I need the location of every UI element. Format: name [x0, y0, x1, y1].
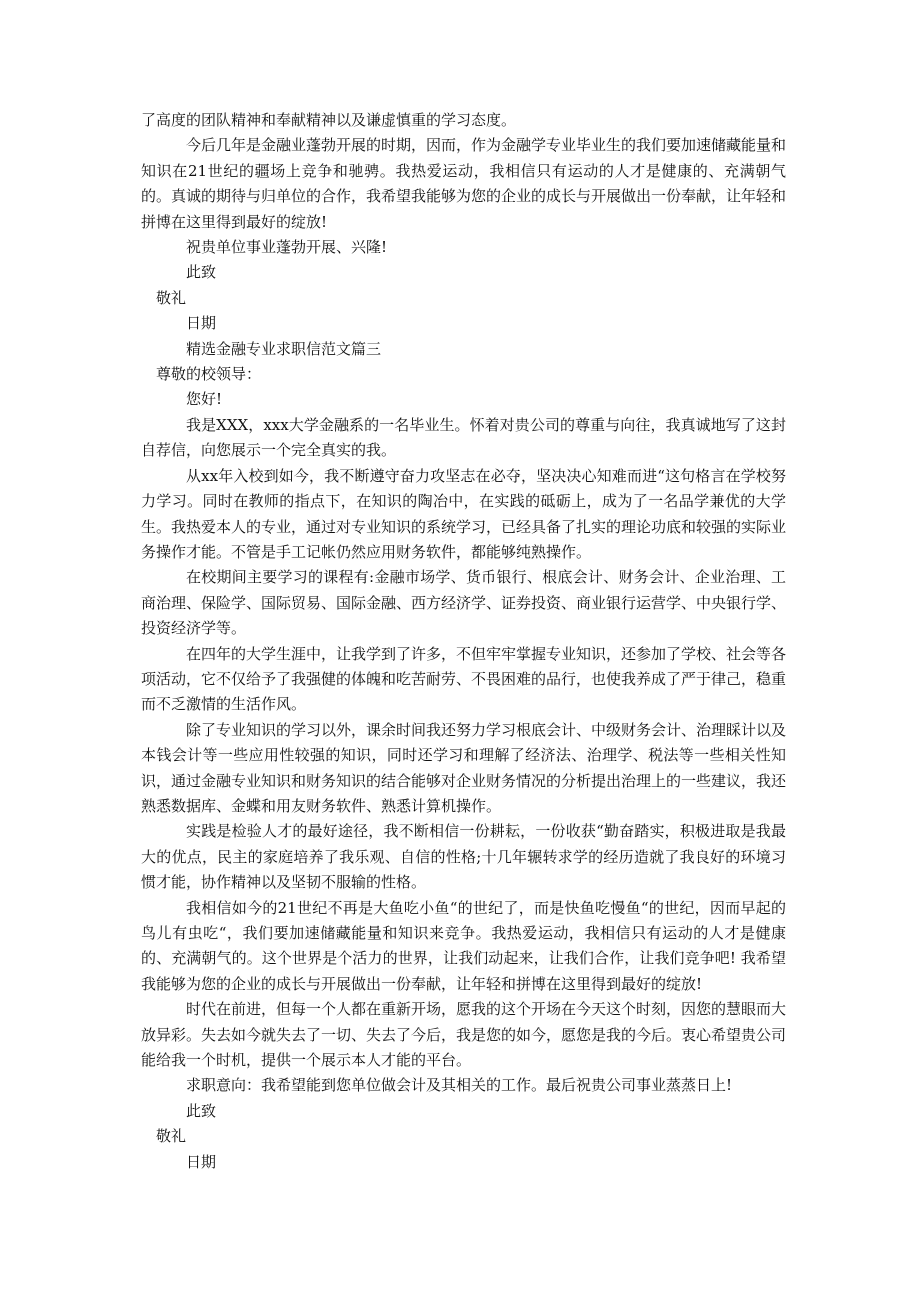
greeting: 您好! — [186, 390, 223, 409]
paragraph-extra-study: 除了专业知识的学习以外，课余时间我还努力学习根底会计、中级财务会计、治理睬计以及本钱会计等一些应用性较强的知识，同时还学习和理解了经济法、治理学、税法等一些相关性知识，通过金融专业知识和财务知识的结合能够对企业财务情况的分析提出治理上的一些建议，我还熟悉数据库、金蝶和用友财务软件、熟悉计算机操作。 — [141, 720, 787, 815]
closing-cizhi: 此致 — [186, 263, 217, 282]
paragraph-activities: 在四年的大学生涯中，让我学到了许多，不但牢牢掌握专业知识，还参加了学校、社会等各项活动，它不仅给予了我强健的体魄和吃苦耐劳、不畏困难的品行，也使我养成了严于律己，稳重而不乏激情的生活作风。 — [141, 644, 787, 714]
paragraph-times: 时代在前进，但每一个人都在重新开场，愿我的这个开场在今天这个时刻，因您的慧眼而大放异彩。失去如今就失去了一切、失去了今后，我是您的如今，愿您是我的今后。衷心希望贵公司能给我一个时机，提供一个展示本人才能的平台。 — [141, 1000, 787, 1070]
paragraph-continuation: 了高度的团队精神和奉献精神以及谦虚慎重的学习态度。 — [141, 111, 517, 129]
closing-jingli-2: 敬礼 — [156, 1127, 187, 1146]
paragraph-practice: 实践是检验人才的最好途径，我不断相信一份耕耘，一份收获“勤奋踏实，积极进取是我最大的优点，民主的家庭培养了我乐观、自信的性格;十几年辗转求学的经历造就了我良好的环境习惯才能，协作精神以及坚韧不服输的性格。 — [141, 822, 786, 892]
closing-jingli: 敬礼 — [156, 288, 187, 307]
paragraph-future: 今后几年是金融业蓬勃开展的时期，因而，作为金融学专业毕业生的我们要加速储藏能量和知识在21世纪的疆场上竞争和驰骋。我热爱运动，我相信只有运动的人才是健康的、充满朝气的。真诚的期待与归单位的合作，我希望我能够为您的企业的成长与开展做出一份奉献，让年轻和拼博在这里得到最好的绽放! — [141, 136, 787, 231]
letter-body — [141, 108, 786, 1175]
salutation: 尊敬的校领导： — [156, 365, 262, 384]
closing-wish: 祝贵单位事业蓬勃开展、兴隆! — [186, 238, 388, 257]
paragraph-intro: 我是XXX，xxx大学金融系的一名毕业生。怀着对贵公司的尊重与向往，我真诚地写了这封自荐信，向您展示一个完全真实的我。 — [141, 415, 786, 460]
date-label: 日期 — [186, 314, 217, 333]
paragraph-century: 我相信如今的21世纪不再是大鱼吃小鱼“的世纪了，而是快鱼吃慢鱼“的世纪，因而早起的鸟儿有虫吃“，我们要加速储藏能量和知识来竞争。我热爱运动，我相信只有运动的人才是健康的、充满朝气的。这个世界是个活力的世界，让我们动起来，让我们合作，让我们竞争吧! 我希望我能够为您的企业的成长与开展做出一份奉献，让年轻和拼博在这里得到最好的绽放! — [141, 898, 786, 993]
section-title: 精选金融专业求职信范文篇三 — [186, 339, 382, 358]
closing-cizhi-2: 此致 — [186, 1101, 217, 1120]
date-label-2: 日期 — [186, 1152, 217, 1171]
paragraph-study: 从xx年入校到如今，我不断遵守奋力攻坚志在必夺，坚决决心知难而进“这句格言在学校努力学习。同时在教师的指点下，在知识的陶冶中，在实践的砥砺上，成为了一名品学兼优的大学生。我热爱本人的专业，通过对专业知识的系统学习，已经具备了扎实的理论功底和较强的实际业务操作才能。不管是手工记帐仍然应用财务软件，都能够纯熟操作。 — [141, 466, 787, 561]
paragraph-intent: 求职意向：我希望能到您单位做会计及其相关的工作。最后祝贵公司事业蒸蒸日上! — [186, 1076, 733, 1095]
paragraph-courses: 在校期间主要学习的课程有:金融市场学、货币银行、根底会计、财务会计、企业治理、工商治理、保险学、国际贸易、国际金融、西方经济学、证券投资、商业银行运营学、中央银行学、投资经济学等。 — [141, 568, 787, 638]
